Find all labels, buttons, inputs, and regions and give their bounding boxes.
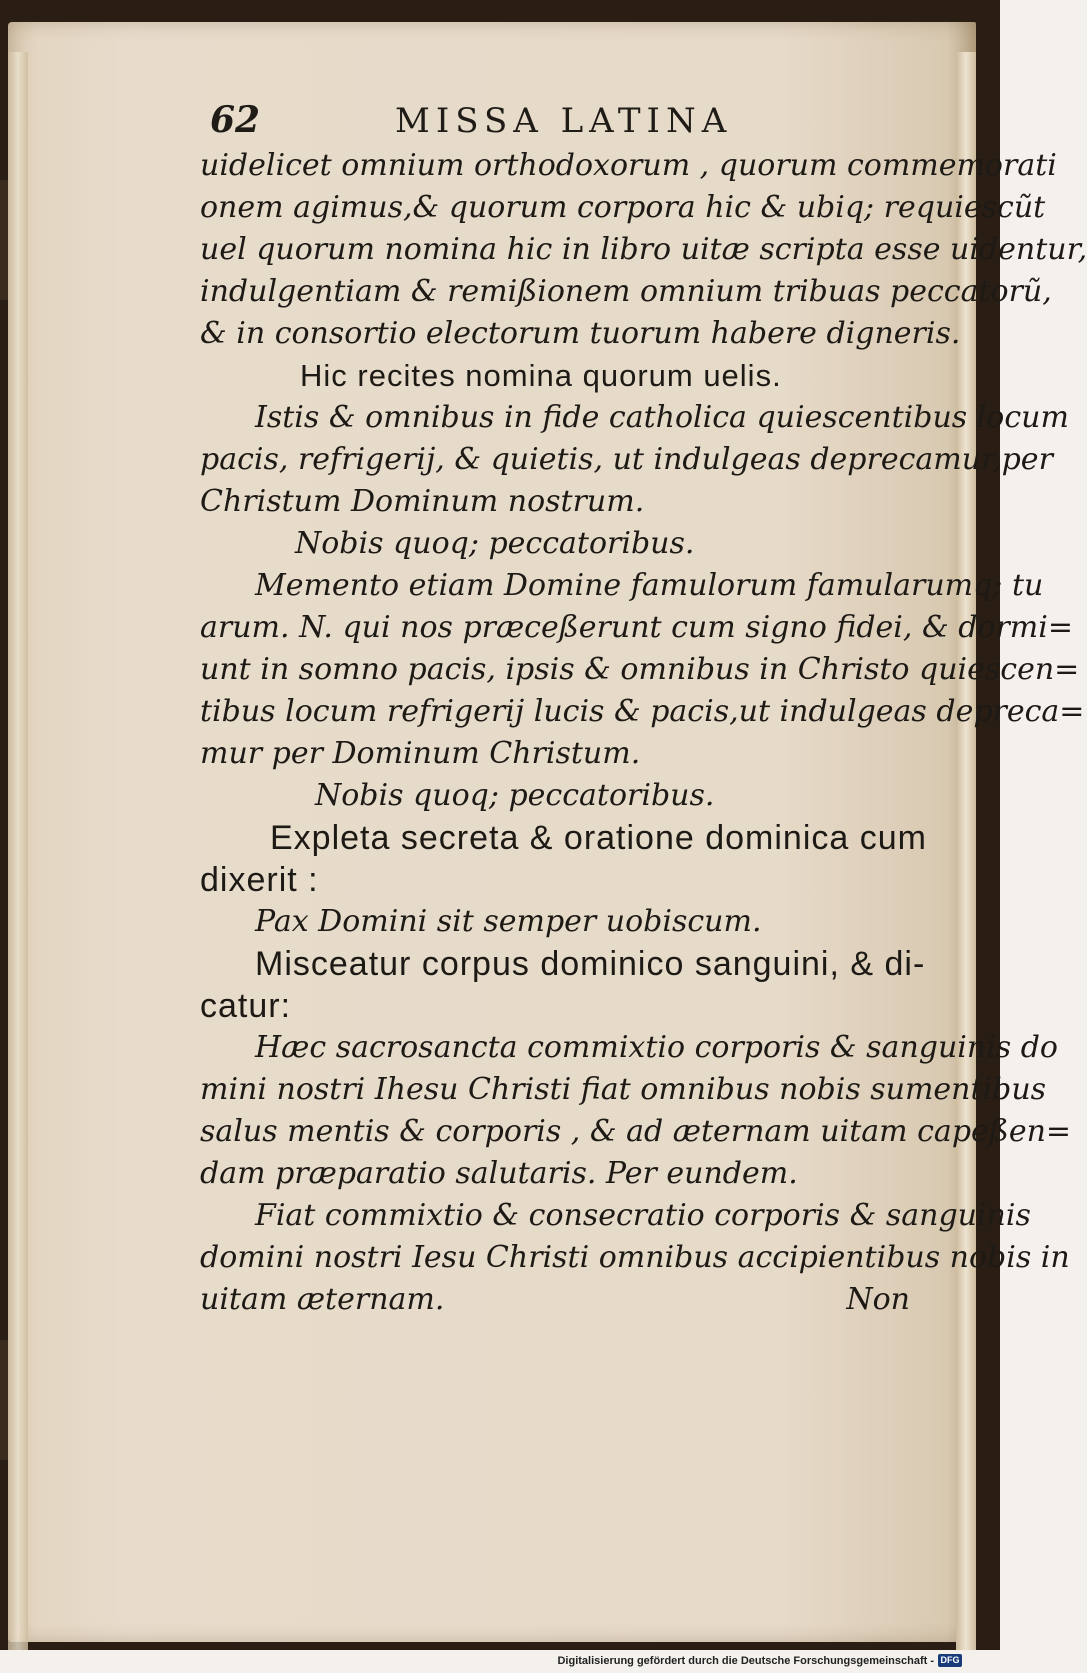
text-line (200, 523, 910, 565)
text-line (200, 901, 910, 943)
text-line-content: arum. N. qui nos præceßerunt cum signo fidei, & dormi= (200, 610, 1073, 645)
text-line-content: dam præparatio salutaris. Per eundem. (200, 1156, 798, 1191)
text-line-content: salus mentis & corporis , & ad æternam uitam capeßen= (200, 1114, 1072, 1149)
text-line-content: dixerit : (200, 861, 319, 899)
text-line-content: indulgentiam & remißionem omnium tribuas peccatorũ, (200, 274, 1052, 309)
text-line (200, 733, 910, 775)
running-title: MISSA LATINA (395, 101, 733, 141)
text-line (200, 943, 926, 985)
text-line (200, 1027, 1058, 1069)
text-line-content: Hic recites nomina quorum uelis. (300, 358, 782, 393)
text-line-content: uel quorum nomina hic in libro uitæ scripta esse uidentur, (200, 232, 1087, 267)
text-line (200, 859, 910, 901)
text-line-content: Expleta secreta & oratione dominica cum (270, 819, 927, 857)
text-line (200, 607, 1073, 649)
text-line-content: Christum Dominum nostrum. (200, 484, 645, 519)
body-text (200, 145, 1087, 1321)
text-line (200, 187, 1046, 229)
text-line (200, 1237, 1070, 1279)
text-line-content: mur per Dominum Christum. (200, 736, 641, 771)
page-number: 62 (210, 99, 261, 141)
text-line (200, 817, 927, 859)
funding-credit: Digitalisierung gefördert durch die Deutsche Forschungsgemeinschaft - (557, 1655, 934, 1667)
text-line (200, 1069, 1047, 1111)
text-line-content: Misceatur corpus dominico sanguini, & di- (255, 945, 926, 983)
text-line-content: Memento etiam Domine famulorum famularumq; tu (255, 568, 1044, 603)
text-line (200, 1279, 910, 1321)
text-line-content: pacis, refrigerij, & quietis, ut indulgeas deprecamur,per (200, 442, 1053, 477)
page-edge-left (8, 52, 28, 1652)
text-line (200, 1153, 910, 1195)
text-line (200, 565, 1044, 607)
text-line-content: uitam æternam. (200, 1282, 445, 1317)
text-line-content: onem agimus,& quorum corpora hic & ubiq; requiescũt (200, 190, 1046, 225)
text-line-content: catur: (200, 987, 292, 1025)
text-line-content: Nobis quoq; peccatoribus. (315, 778, 715, 813)
text-line (200, 985, 910, 1027)
catchword: Non (846, 1282, 910, 1317)
text-line-content: Hæc sacrosancta commixtio corporis & sanguinis do (255, 1030, 1058, 1065)
text-line (200, 313, 961, 355)
text-line (200, 1195, 1031, 1237)
text-line (200, 145, 1057, 187)
text-line-content: unt in somno pacis, ipsis & omnibus in Christo quiescen= (200, 652, 1080, 687)
text-line-content: & in consortio electorum tuorum habere digneris. (200, 316, 961, 351)
text-line-content: Fiat commixtio & consecratio corporis & sanguinis (255, 1198, 1031, 1233)
text-line (200, 229, 1087, 271)
footer-bar (0, 1650, 1000, 1673)
text-line (200, 1111, 1072, 1153)
text-line (200, 397, 1069, 439)
text-line (200, 691, 1085, 733)
text-line-content: mini nostri Ihesu Christi fiat omnibus nobis sumentibus (200, 1072, 1047, 1107)
text-line-content: Istis & omnibus in fide catholica quiescentibus locum (255, 400, 1069, 435)
text-line (200, 271, 1052, 313)
text-line-content: domini nostri Iesu Christi omnibus accipientibus nobis in (200, 1240, 1070, 1275)
text-line-content: uidelicet omnium orthodoxorum , quorum commemorati (200, 148, 1057, 183)
page-header (210, 95, 770, 143)
text-line-content: Nobis quoq; peccatoribus. (295, 526, 695, 561)
text-line-content: tibus locum refrigerij lucis & pacis,ut indulgeas depreca= (200, 694, 1085, 729)
text-line (200, 481, 910, 523)
text-line-content: Pax Domini sit semper uobiscum. (255, 904, 762, 939)
text-line (200, 649, 1080, 691)
dfg-logo: DFG (938, 1654, 962, 1667)
text-line (200, 775, 910, 817)
text-line (200, 355, 910, 397)
text-line (200, 439, 1053, 481)
